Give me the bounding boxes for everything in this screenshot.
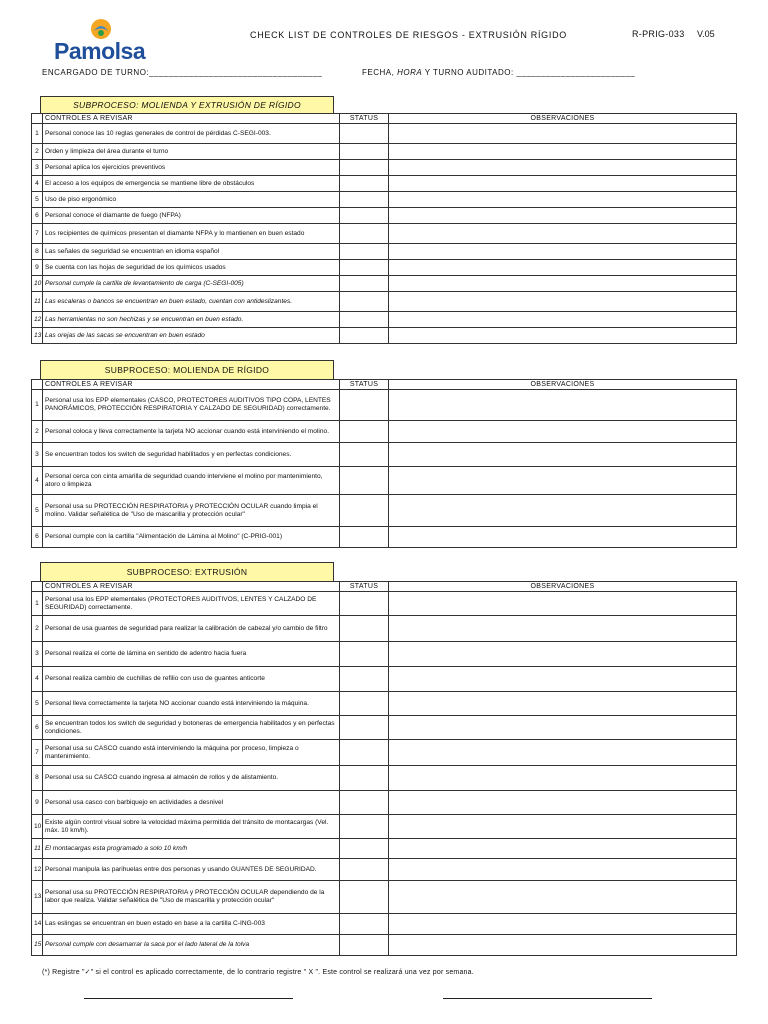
table-row xyxy=(32,467,737,495)
row-control: Personal usa casco con barbiquejo en actividades a desnivel xyxy=(43,791,340,815)
row-number: 12 xyxy=(32,859,43,881)
hora-label: HORA xyxy=(397,68,423,77)
table-header-row xyxy=(32,380,737,390)
section-title: SUBPROCESO: EXTRUSIÓN xyxy=(40,562,334,582)
header-num xyxy=(32,380,43,390)
observation-cell[interactable] xyxy=(389,692,737,716)
row-control: Personal cerca con cinta amarilla de seguridad cuando interviene el molino por mantenimiento, atoro o limpieza xyxy=(43,467,340,495)
header-status: STATUS xyxy=(340,114,389,124)
status-cell[interactable] xyxy=(340,328,389,344)
table-row xyxy=(32,527,737,548)
table-row xyxy=(32,914,737,935)
status-cell[interactable] xyxy=(340,692,389,716)
observation-cell[interactable] xyxy=(389,208,737,224)
turno-label: Y TURNO AUDITADO: ________________________ xyxy=(422,68,636,77)
status-cell[interactable] xyxy=(340,495,389,527)
table-row xyxy=(32,260,737,276)
observation-cell[interactable] xyxy=(389,192,737,208)
status-cell[interactable] xyxy=(340,260,389,276)
status-cell[interactable] xyxy=(340,124,389,144)
status-cell[interactable] xyxy=(340,766,389,791)
row-number: 7 xyxy=(32,740,43,766)
row-control: Uso de piso ergonómico xyxy=(43,192,340,208)
observation-cell[interactable] xyxy=(389,616,737,642)
status-cell[interactable] xyxy=(340,716,389,740)
document-code: R-PRIG-033 xyxy=(632,29,685,39)
row-number: 4 xyxy=(32,667,43,692)
row-control: Personal cumple la cartilla de levantamiento de carga (C-SEGI-005) xyxy=(43,276,340,292)
observation-cell[interactable] xyxy=(389,495,737,527)
observation-cell[interactable] xyxy=(389,160,737,176)
status-cell[interactable] xyxy=(340,859,389,881)
row-number: 5 xyxy=(32,495,43,527)
status-cell[interactable] xyxy=(340,667,389,692)
row-control: Personal usa los EPP elementales (CASCO, PROTECTORES AUDITIVOS TIPO COPA, LENTES PANORÁMICOS, PROTECCIÓN RESPIRATORIA Y CALZADO DE SEGURIDAD) correctamente. xyxy=(43,390,340,421)
table-row xyxy=(32,616,737,642)
table-row xyxy=(32,224,737,244)
row-number: 2 xyxy=(32,616,43,642)
table-row xyxy=(32,176,737,192)
logo-emblem-icon xyxy=(90,18,112,40)
status-cell[interactable] xyxy=(340,791,389,815)
header-observaciones: OBSERVACIONES xyxy=(389,114,737,124)
row-number: 9 xyxy=(32,791,43,815)
signature-line-left[interactable] xyxy=(84,998,293,999)
status-cell[interactable] xyxy=(340,292,389,312)
row-number: 5 xyxy=(32,692,43,716)
table-row xyxy=(32,815,737,839)
status-cell[interactable] xyxy=(340,815,389,839)
status-cell[interactable] xyxy=(340,881,389,914)
status-cell[interactable] xyxy=(340,527,389,548)
table-row xyxy=(32,421,737,443)
table-row xyxy=(32,881,737,914)
observation-cell[interactable] xyxy=(389,716,737,740)
observation-cell[interactable] xyxy=(389,766,737,791)
status-cell[interactable] xyxy=(340,160,389,176)
observation-cell[interactable] xyxy=(389,815,737,839)
table-row xyxy=(32,208,737,224)
observation-cell[interactable] xyxy=(389,667,737,692)
status-cell[interactable] xyxy=(340,244,389,260)
row-control: Personal usa su CASCO cuando ingresa al almacén de rollos y de alistamiento. xyxy=(43,766,340,791)
header-observaciones: OBSERVACIONES xyxy=(389,380,737,390)
row-number: 4 xyxy=(32,467,43,495)
table-row xyxy=(32,144,737,160)
header-status: STATUS xyxy=(340,582,389,592)
status-cell[interactable] xyxy=(340,443,389,467)
table-row xyxy=(32,390,737,421)
row-control: Personal manipula las parihuelas entre dos personas y usando GUANTES DE SEGURIDAD. xyxy=(43,859,340,881)
checklist-table xyxy=(31,113,737,344)
row-control: Se encuentran todos los switch de seguridad habilitados y en perfectas condiciones. xyxy=(43,443,340,467)
table-row xyxy=(32,592,737,616)
table-row xyxy=(32,443,737,467)
checklist-table xyxy=(31,379,737,548)
row-number: 3 xyxy=(32,160,43,176)
row-control: Se cuenta con las hojas de seguridad de los químicos usados xyxy=(43,260,340,276)
row-number: 1 xyxy=(32,124,43,144)
observation-cell[interactable] xyxy=(389,881,737,914)
row-number: 3 xyxy=(32,642,43,667)
encargado-field[interactable]: ENCARGADO DE TURNO:___________________________________ xyxy=(42,68,323,77)
status-cell[interactable] xyxy=(340,839,389,859)
table-row xyxy=(32,244,737,260)
row-number: 8 xyxy=(32,244,43,260)
row-number: 6 xyxy=(32,527,43,548)
table-row xyxy=(32,495,737,527)
row-control: Las eslingas se encuentran en buen estado en base a la cartilla C-ING-003 xyxy=(43,914,340,935)
observation-cell[interactable] xyxy=(389,144,737,160)
status-cell[interactable] xyxy=(340,390,389,421)
row-control: El acceso a los equipos de emergencia se mantiene libre de obstáculos xyxy=(43,176,340,192)
row-number: 12 xyxy=(32,312,43,328)
observation-cell[interactable] xyxy=(389,421,737,443)
observation-cell[interactable] xyxy=(389,124,737,144)
row-number: 11 xyxy=(32,839,43,859)
table-row xyxy=(32,328,737,344)
status-cell[interactable] xyxy=(340,421,389,443)
row-control: Personal de usa guantes de seguridad para realizar la calibración de cabezal y/o cambio de filtro xyxy=(43,616,340,642)
observation-cell[interactable] xyxy=(389,390,737,421)
document-title: CHECK LIST DE CONTROLES DE RIESGOS - EXTRUSIÓN RÍGIDO xyxy=(250,30,567,40)
row-number: 14 xyxy=(32,914,43,935)
status-cell[interactable] xyxy=(340,467,389,495)
row-control: Personal usa los EPP elementales (PROTECTORES AUDITIVOS, LENTES Y CALZADO DE SEGURIDAD) correctamente. xyxy=(43,592,340,616)
observation-cell[interactable] xyxy=(389,224,737,244)
status-cell[interactable] xyxy=(340,642,389,667)
row-control: Personal coloca y lleva correctamente la tarjeta NO accionar cuando está interviniendo el molino. xyxy=(43,421,340,443)
company-logo xyxy=(50,18,150,64)
row-control: Las señales de seguridad se encuentran en idioma español xyxy=(43,244,340,260)
section-title: SUBPROCESO: MOLIENDA Y EXTRUSIÓN DE RÍGIDO xyxy=(40,96,334,114)
observation-cell[interactable] xyxy=(389,839,737,859)
row-control: Personal aplica los ejercicios preventivos xyxy=(43,160,340,176)
table-row xyxy=(32,276,737,292)
row-control: Personal usa su PROTECCIÓN RESPIRATORIA y PROTECCIÓN OCULAR dependiendo de la labor que realiza. Validar señalética de "Uso de mascarilla y protección ocular" xyxy=(43,881,340,914)
status-cell[interactable] xyxy=(340,144,389,160)
table-row xyxy=(32,312,737,328)
row-control: Personal realiza el corte de lámina en sentido de adentro hacia fuera xyxy=(43,642,340,667)
row-number: 7 xyxy=(32,224,43,244)
observation-cell[interactable] xyxy=(389,292,737,312)
status-cell[interactable] xyxy=(340,224,389,244)
observation-cell[interactable] xyxy=(389,642,737,667)
row-number: 13 xyxy=(32,328,43,344)
status-cell[interactable] xyxy=(340,935,389,956)
status-cell[interactable] xyxy=(340,276,389,292)
observation-cell[interactable] xyxy=(389,592,737,616)
observation-cell[interactable] xyxy=(389,260,737,276)
header-num xyxy=(32,582,43,592)
table-row xyxy=(32,692,737,716)
header-controles: CONTROLES A REVISAR xyxy=(43,582,340,592)
row-number: 6 xyxy=(32,208,43,224)
observation-cell[interactable] xyxy=(389,244,737,260)
table-row xyxy=(32,124,737,144)
section-title: SUBPROCESO: MOLIENDA DE RÍGIDO xyxy=(40,360,334,380)
row-control: Personal usa su CASCO cuando está interviniendo la máquina por proceso, limpieza o mantenimiento. xyxy=(43,740,340,766)
status-cell[interactable] xyxy=(340,592,389,616)
row-control: Personal cumple con desamarrar la saca por el lado lateral de la tolva xyxy=(43,935,340,956)
row-number: 15 xyxy=(32,935,43,956)
table-row xyxy=(32,839,737,859)
table-row xyxy=(32,740,737,766)
row-number: 1 xyxy=(32,592,43,616)
observation-cell[interactable] xyxy=(389,312,737,328)
row-number: 8 xyxy=(32,766,43,791)
row-number: 13 xyxy=(32,881,43,914)
row-number: 1 xyxy=(32,390,43,421)
table-row xyxy=(32,935,737,956)
table-row xyxy=(32,642,737,667)
table-row xyxy=(32,292,737,312)
row-control: Las escaleras o bancos se encuentran en buen estado, cuentan con antideslizantes. xyxy=(43,292,340,312)
row-control: Las herramientas no son hechizas y se encuentran en buen estado. xyxy=(43,312,340,328)
row-number: 6 xyxy=(32,716,43,740)
observation-cell[interactable] xyxy=(389,467,737,495)
signature-line-right[interactable] xyxy=(443,998,652,999)
row-control: El montacargas esta programado a solo 10 km/h xyxy=(43,839,340,859)
footnote: (*) Registre "✓" si el control es aplicado correctamente, de lo contrario registre " X ". Este control se realizará una vez por semana. xyxy=(42,969,474,976)
status-cell[interactable] xyxy=(340,176,389,192)
status-cell[interactable] xyxy=(340,914,389,935)
observation-cell[interactable] xyxy=(389,859,737,881)
observation-cell[interactable] xyxy=(389,527,737,548)
header-controles: CONTROLES A REVISAR xyxy=(43,380,340,390)
table-row xyxy=(32,667,737,692)
logo-text: Pamolsa xyxy=(54,38,146,64)
status-cell[interactable] xyxy=(340,740,389,766)
row-control: Personal conoce las 10 reglas generales de control de pérdidas C-SEGI-003. xyxy=(43,124,340,144)
fecha-label: FECHA, xyxy=(362,68,398,77)
status-cell[interactable] xyxy=(340,312,389,328)
checklist-table xyxy=(31,581,737,956)
row-control: Personal realiza cambio de cuchillas de refilio con uso de guantes anticorte xyxy=(43,667,340,692)
row-number: 2 xyxy=(32,421,43,443)
row-number: 9 xyxy=(32,260,43,276)
observation-cell[interactable] xyxy=(389,791,737,815)
table-row xyxy=(32,716,737,740)
row-number: 10 xyxy=(32,815,43,839)
row-number: 11 xyxy=(32,292,43,312)
fecha-field[interactable] xyxy=(362,68,635,77)
table-header-row xyxy=(32,114,737,124)
observation-cell[interactable] xyxy=(389,443,737,467)
document-version: V.05 xyxy=(697,29,715,39)
row-control: Existe algún control visual sobre la velocidad máxima permitida del tránsito de montacargas (Vel. máx. 10 km/h). xyxy=(43,815,340,839)
observation-cell[interactable] xyxy=(389,914,737,935)
table-row xyxy=(32,160,737,176)
table-header-row xyxy=(32,582,737,592)
status-cell[interactable] xyxy=(340,208,389,224)
row-number: 10 xyxy=(32,276,43,292)
header-status: STATUS xyxy=(340,380,389,390)
observation-cell[interactable] xyxy=(389,935,737,956)
row-control: Se encuentran todos los switch de seguridad y botoneras de emergencia habilitados y en perfectas condiciones. xyxy=(43,716,340,740)
row-control: Personal cumple con la cartilla "Alimentación de Lámina al Molino" (C-PRIG-001) xyxy=(43,527,340,548)
header-controles: CONTROLES A REVISAR xyxy=(43,114,340,124)
observation-cell[interactable] xyxy=(389,740,737,766)
row-control: Orden y limpieza del área durante el turno xyxy=(43,144,340,160)
status-cell[interactable] xyxy=(340,616,389,642)
table-row xyxy=(32,859,737,881)
row-number: 5 xyxy=(32,192,43,208)
row-control: Personal usa su PROTECCIÓN RESPIRATORIA y PROTECCIÓN OCULAR cuando limpia el molino. Validar señalética de "Uso de mascarilla y protección ocular" xyxy=(43,495,340,527)
table-row xyxy=(32,791,737,815)
row-control: Personal conoce el diamante de fuego (NFPA) xyxy=(43,208,340,224)
header-num xyxy=(32,114,43,124)
observation-cell[interactable] xyxy=(389,276,737,292)
row-control: Las orejas de las sacas se encuentran en buen estado xyxy=(43,328,340,344)
status-cell[interactable] xyxy=(340,192,389,208)
row-number: 2 xyxy=(32,144,43,160)
header-observaciones: OBSERVACIONES xyxy=(389,582,737,592)
row-control: Personal lleva correctamente la tarjeta NO accionar cuando está interviniendo la máquina. xyxy=(43,692,340,716)
table-row xyxy=(32,192,737,208)
observation-cell[interactable] xyxy=(389,328,737,344)
row-number: 3 xyxy=(32,443,43,467)
row-control: Los recipientes de químicos presentan el diamante NFPA y lo mantienen en buen estado xyxy=(43,224,340,244)
table-row xyxy=(32,766,737,791)
row-number: 4 xyxy=(32,176,43,192)
observation-cell[interactable] xyxy=(389,176,737,192)
